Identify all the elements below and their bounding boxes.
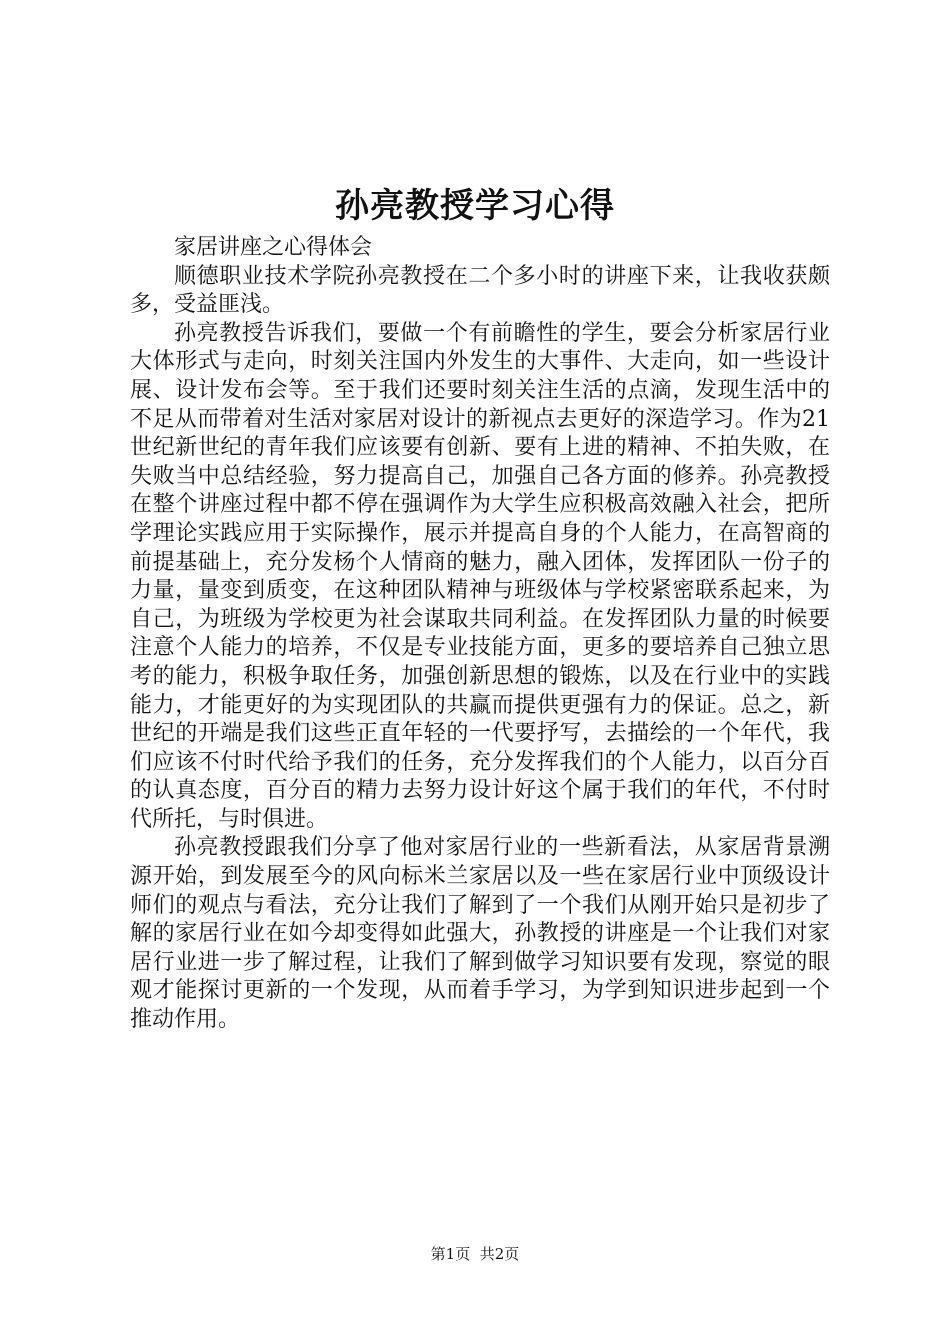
document-body [130, 234, 830, 1035]
page-title: 孙亮教授学习心得 [335, 186, 615, 226]
subtitle-paragraph: 家居讲座之心得体会 [174, 235, 373, 260]
body-paragraph: 孙亮教授跟我们分享了他对家居行业的一些新看法，从家居背景溯源开始，到发展至今的风向标米兰家居以及一些在家居行业中顶级设计师们的观点与看法，充分让我们了解到了一个我们从刚开始只是初步了解的家居行业在如今却变得如此强大，孙教授的讲座是一个让我们对家居行业进一步了解过程，让我们了解到做学习知识要有发现，察觉的眼观才能探讨更新的一个发现，从而着手学习，为学到知识进步起到一个推动作用。 [130, 835, 830, 1033]
page-number-current: 第1页 [430, 1245, 471, 1263]
body-paragraph: 孙亮教授告诉我们，要做一个有前瞻性的学生，要会分析家居行业大体形式与走向，时刻关注国内外发生的大事件、大走向，如一些设计展、设计发布会等。至于我们还要时刻关注生活的点滴，发现生活中的不足从而带着对生活对家居对设计的新视点去更好的深造学习。作为21世纪新世纪的青年我们应该要有创新、要有上进的精神、不拍失败，在失败当中总结经验，努力提高自己，加强自己各方面的修养。孙亮教授在整个讲座过程中都不停在强调作为大学生应积极高效融入社会，把所学理论实践应用于实际操作，展示并提高自身的个人能力，在高智商的前提基础上，充分发杨个人情商的魅力，融入团体，发挥团队一份子的力量，量变到质变，在这种团队精神与班级体与学校紧密联系起来，为自己，为班级为学校更为社会谋取共同利益。在发挥团队力量的时候要注意个人能力的培养，不仅是专业技能方面，更多的要培养自己独立思考的能力，积极争取任务，加强创新思想的锻炼，以及在行业中的实践能力，才能更好的为实现团队的共赢而提供更强有力的保证。总之，新世纪的开端是我们这些正直年轻的一代要抒写，去描绘的一个年代，我们应该不付时代给予我们的任务，充分发挥我们的个人能力，以百分百的认真态度，百分百的精力去努力设计好这个属于我们的年代，不付时代所托，与时俱进。 [130, 320, 830, 832]
page-number-total: 共2页 [479, 1245, 520, 1263]
body-paragraph: 顺德职业技术学院孙亮教授在二个多小时的讲座下来，让我收获颇多，受益匪浅。 [130, 263, 830, 318]
page-footer [0, 1244, 950, 1264]
